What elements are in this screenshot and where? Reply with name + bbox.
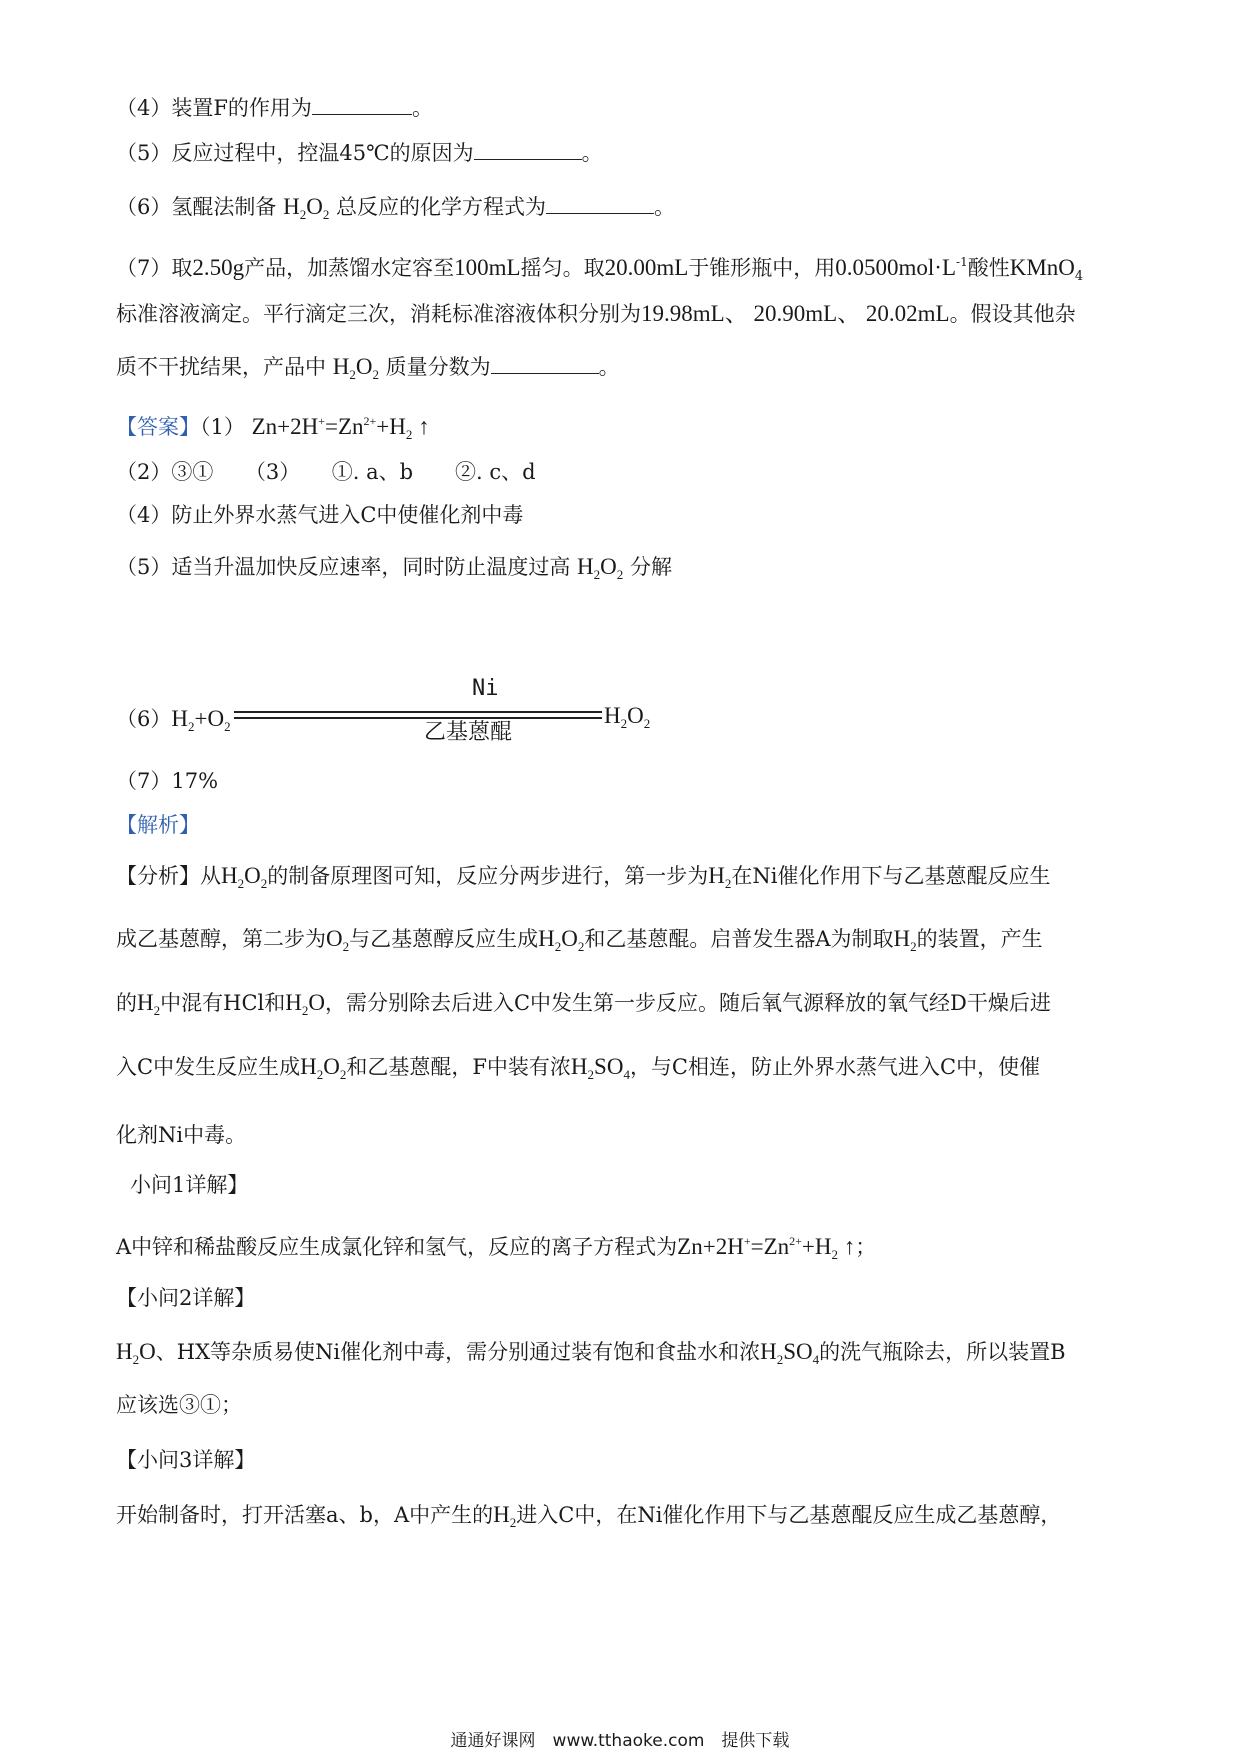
formula-h2o2: $H_2O_2$ xyxy=(577,554,624,582)
catalyst-condition: 乙基蒽醌 xyxy=(424,720,513,745)
equation-bar-bottom xyxy=(234,717,602,719)
answer-blank xyxy=(312,92,412,115)
catalyst-ni: Ni xyxy=(472,676,499,701)
punct: 。 xyxy=(654,195,675,219)
sub-question-2-tag: 【小问2详解】 xyxy=(116,1286,256,1310)
answer-tag: 【答案】 xyxy=(116,415,200,439)
answer-blank xyxy=(474,137,582,160)
equation-bar-top xyxy=(234,711,602,713)
question-7-line-3: 质不干扰结果，产品中 $H_2O_2$ 质量分数为 。 xyxy=(116,351,1140,390)
answer-5: （5）适当升温加快反应速率，同时防止温度过高 $H_2O_2$ 分解 xyxy=(116,554,672,582)
answer-7: （7）17% xyxy=(116,769,219,793)
sub-question-1-text: A中锌和稀盐酸反应生成氯化锌和氢气，反应的离子方程式为$Zn+2H^+=Zn^{2+}+H_2$ ↑； xyxy=(116,1234,877,1262)
equation-products: $H_2O_2$ xyxy=(604,703,651,731)
formula-h2o2: $H_2O_2$ xyxy=(332,354,379,382)
sub-question-2-text: $H_2O$、HX等杂质易使Ni催化剂中毒，需分别通过装有饱和食盐水和浓$H_2SO_4$的洗气瓶除去，所以装置B xyxy=(116,1339,1066,1367)
question-5-text: （5）反应过程中，控温45℃的原因为 xyxy=(116,141,474,165)
answer-4: （4）防止外界水蒸气进入C中使催化剂中毒 xyxy=(116,503,524,527)
answer-blank xyxy=(491,351,599,374)
punct: 。 xyxy=(581,141,603,165)
question-7-line-1: （7）取2.50g产品，加蒸馏水定容至100mL摇匀。取20.00mL于锥形瓶中，用$0.0500mol\cdot L^{-1}$酸性KMnO$_4$ xyxy=(116,255,1084,284)
analysis-line-5: 化剂Ni中毒。 xyxy=(116,1123,247,1147)
question-5 xyxy=(116,137,1140,168)
sub-question-3-tag: 【小问3详解】 xyxy=(116,1448,256,1472)
ion-equation: $Zn+2H^+=Zn^{2+}+H_2$ ↑ xyxy=(251,414,430,442)
equation-reactants: $(6)H_2+O_2$ xyxy=(116,706,231,734)
question-4-text: （4）装置F的作用为 xyxy=(116,96,312,120)
answer-2-3: （2）③① （3） ①. a、b ②. c、d xyxy=(116,460,536,484)
analysis-line-3: 的$H_2$中混有HCl和$H_2O$，需分别除去后进入C中发生第一步反应。随后氧气源释放的氧气经D干燥后进 xyxy=(116,990,1051,1018)
page-footer: 通通好课网 www.tthaoke.com 提供下载 xyxy=(450,1731,790,1751)
question-7-line-2: 标准溶液滴定。平行滴定三次，消耗标准溶液体积分别为19.98mL、 20.90mL、 20.02mL。假设其他杂 xyxy=(116,301,1076,326)
question-4 xyxy=(116,92,1140,123)
formula-h2o2: $H_2O_2$ xyxy=(283,194,330,222)
analysis-line-1: 【分析】从$H_2O_2$的制备原理图可知，反应分两步进行，第一步为$H_2$在Ni催化作用下与乙基蒽醌反应生 xyxy=(116,863,1051,891)
sub-question-2-line-2: 应该选③①； xyxy=(116,1393,242,1417)
analysis-tag: 【解析】 xyxy=(116,813,200,837)
punct: 。 xyxy=(411,96,433,120)
question-6-text: （6）氢醌法制备 xyxy=(116,195,277,219)
question-6 xyxy=(116,191,1140,230)
sub-question-3-text: 开始制备时，打开活塞a、b，A中产生的$H_2$进入C中，在Ni催化作用下与乙基蒽醌反应生成乙基蒽醇， xyxy=(116,1502,1062,1530)
analysis-line-4: 入C中发生反应生成$H_2O_2$和乙基蒽醌，F中装有浓$H_2SO_4$，与C相连，防止外界水蒸气进入C中，使催 xyxy=(116,1054,1041,1082)
analysis-line-2: 成乙基蒽醇，第二步为$O_2$与乙基蒽醇反应生成$H_2O_2$和乙基蒽醌。启普发生器A为制取$H_2$的装置，产生 xyxy=(116,926,1043,954)
answer-6-equation xyxy=(116,676,651,756)
sub-question-1-tag: 小问1详解】 xyxy=(130,1173,249,1197)
question-6-text-mid: 总反应的化学方程式为 xyxy=(336,195,546,219)
answer-1: 【答案】（1） $Zn+2H^+=Zn^{2+}+H_2$ ↑ xyxy=(116,414,430,442)
answer-blank xyxy=(546,191,654,214)
